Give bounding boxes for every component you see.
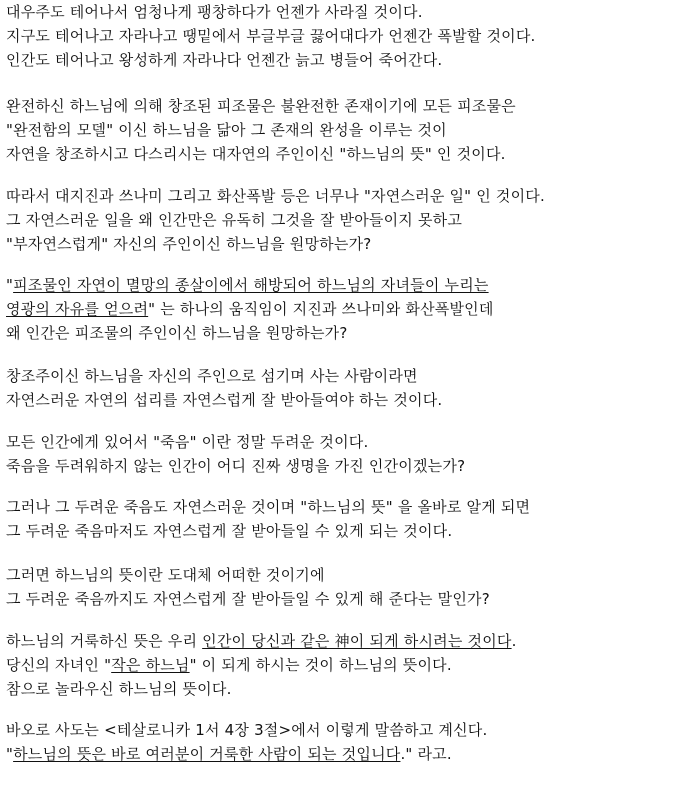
text-line: "피조물인 자연이 멸망의 종살이에서 해방되어 하느님의 자녀들이 누리는	[6, 276, 489, 294]
text-line: 그 두려운 죽음까지도 자연스럽게 잘 받아들일 수 있게 해 준다는 말인가?	[6, 590, 490, 608]
text-line: 그 두려운 죽음마저도 자연스럽게 잘 받아들일 수 있게 되는 것이다.	[6, 522, 453, 540]
text-line: 하느님의 거룩하신 뜻은 우리 인간이 당신과 같은 神이 되게 하시려는 것이다.	[6, 632, 517, 650]
underlined-text: 인간이 당신과 같은 神이 되게 하시려는 것이다	[202, 632, 512, 650]
text-line: 참으로 놀라우신 하느님의 뜻이다.	[6, 680, 232, 698]
text-line: "완전함의 모델" 이신 하느님을 닮아 그 존재의 완성을 이루는 것이	[6, 121, 447, 139]
underlined-text: 작은 하느님	[111, 656, 190, 674]
underlined-text: 하느님의 뜻은 바로 여러분이 거룩한 사람이 되는 것입니다	[13, 745, 401, 763]
underlined-text: 피조물인 자연이 멸망의 종살이에서 해방되어 하느님의 자녀들이 누리는	[13, 276, 489, 294]
text-line: 완전하신 하느님에 의해 창조된 피조물은 불완전한 존재이기에 모든 피조물은	[6, 97, 516, 115]
text-line: 자연을 창조하시고 다스리시는 대자연의 주인이신 "하느님의 뜻" 인 것이다.	[6, 145, 506, 163]
text-line: 그러면 하느님의 뜻이란 도대체 어떠한 것이기에	[6, 566, 325, 584]
text-line: 인간도 테어나고 왕성하게 자라나다 언젠간 늙고 병들어 죽어간다.	[6, 51, 443, 69]
text-line: 자연스러운 자연의 섭리를 자연스럽게 잘 받아들여야 하는 것이다.	[6, 391, 443, 409]
underlined-text: 영광의 자유를 얻으려	[6, 300, 149, 318]
text-line: 지구도 테어나고 자라나고 땡밑에서 부글부글 끓어대다가 언젠간 폭발할 것이다.	[6, 27, 536, 45]
text-line: 대우주도 테어나서 엄청나게 팽창하다가 언젠가 사라질 것이다.	[6, 3, 423, 21]
text-line: "부자연스럽게" 자신의 주인이신 하느님을 원망하는가?	[6, 235, 372, 253]
text-line: 영광의 자유를 얻으려" 는 하나의 움직임이 지진과 쓰나미와 화산폭발인데	[6, 300, 494, 318]
text-line: 그 자연스러운 일을 왜 인간만은 유독히 그것을 잘 받아들이지 못하고	[6, 211, 463, 229]
text-line: 창조주이신 하느님을 자신의 주인으로 섬기며 사는 사람이라면	[6, 367, 418, 385]
text-line: 바오로 사도는 <테살로니카 1서 4장 3절>에서 이렇게 말씀하고 계신다.	[6, 721, 488, 739]
text-line: "하느님의 뜻은 바로 여러분이 거룩한 사람이 되는 것입니다." 라고.	[6, 745, 452, 763]
text-line: 모든 인간에게 있어서 "죽음" 이란 정말 두려운 것이다.	[6, 433, 369, 451]
text-line: 왜 인간은 피조물의 주인이신 하느님을 원망하는가?	[6, 324, 348, 342]
text-line: 그러나 그 두려운 죽음도 자연스러운 것이며 "하느님의 뜻" 을 올바로 알게 되면	[6, 498, 531, 516]
text-line: 당신의 자녀인 "작은 하느님" 이 되게 하시는 것이 하느님의 뜻이다.	[6, 656, 452, 674]
text-line: 따라서 대지진과 쓰나미 그리고 화산폭발 등은 너무나 "자연스러운 일" 인 것이다.	[6, 187, 545, 205]
text-line: 죽음을 두려워하지 않는 인간이 어디 진짜 생명을 가진 인간이겠는가?	[6, 457, 466, 475]
